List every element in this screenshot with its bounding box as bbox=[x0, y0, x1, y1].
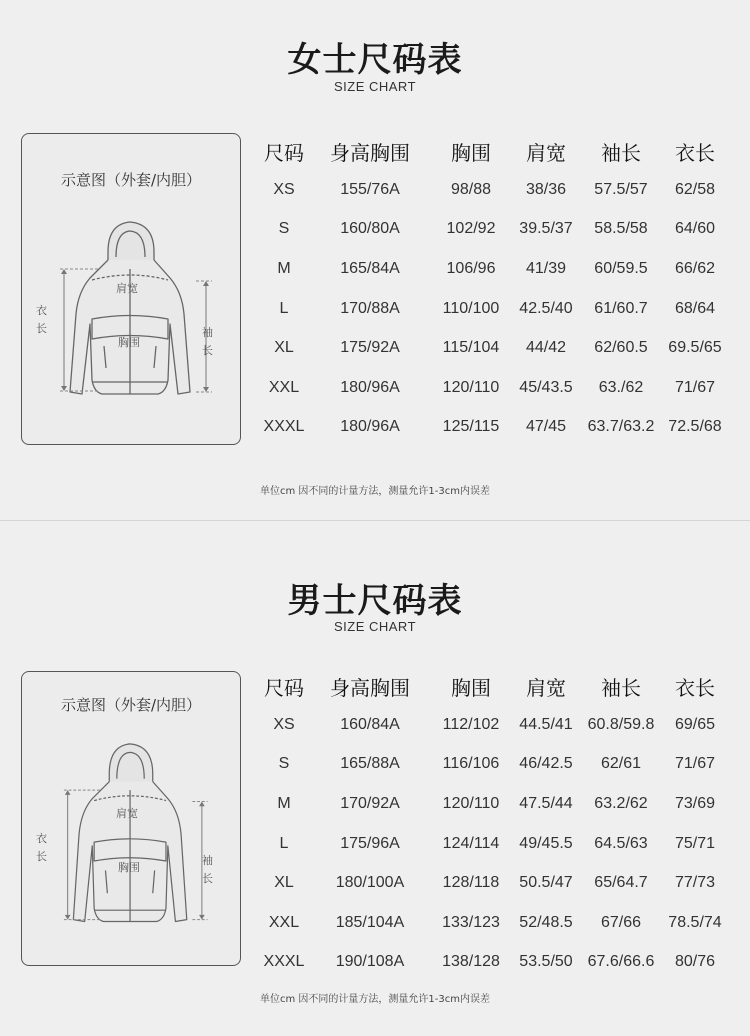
cell-length: 64/60 bbox=[674, 220, 716, 238]
cell-height-chest: 165/88A bbox=[340, 755, 400, 773]
header-sleeve: 袖长 bbox=[601, 140, 641, 165]
cell-size: XXL bbox=[268, 913, 300, 931]
cell-shoulder: 41/39 bbox=[525, 259, 567, 277]
header-chest: 胸围 bbox=[451, 675, 491, 700]
cell-chest: 110/100 bbox=[442, 299, 500, 317]
cell-size: L bbox=[279, 834, 289, 852]
cell-chest: 98/88 bbox=[450, 180, 492, 198]
header-sleeve: 袖长 bbox=[601, 675, 641, 700]
women-title: 女士尺码表 bbox=[287, 40, 463, 80]
cell-size: XXXL bbox=[263, 418, 305, 436]
cell-shoulder: 38/36 bbox=[525, 180, 567, 198]
cell-size: M bbox=[277, 794, 291, 812]
women-size-table bbox=[258, 132, 728, 447]
cell-shoulder: 52/48.5 bbox=[519, 913, 573, 931]
table-row bbox=[258, 903, 728, 943]
cell-size: L bbox=[279, 299, 289, 317]
table-row bbox=[258, 784, 728, 824]
cell-size: XL bbox=[274, 339, 294, 357]
cell-chest: 115/104 bbox=[442, 339, 500, 357]
header-chest: 胸围 bbox=[451, 140, 491, 165]
chest-label: 胸围 bbox=[118, 336, 140, 349]
sleeve-label: 袖 长 bbox=[202, 326, 213, 357]
cell-shoulder: 47.5/44 bbox=[519, 794, 573, 812]
cell-sleeve: 57.5/57 bbox=[594, 180, 648, 198]
cell-length: 73/69 bbox=[674, 794, 716, 812]
shoulder-label: 肩宽 bbox=[116, 807, 138, 820]
cell-height-chest: 180/96A bbox=[340, 418, 400, 436]
cell-chest: 133/123 bbox=[442, 913, 500, 931]
cell-size: M bbox=[277, 259, 291, 277]
table-row bbox=[258, 705, 728, 745]
cell-size: S bbox=[278, 755, 290, 773]
cell-chest: 116/106 bbox=[442, 755, 500, 773]
header-height-chest: 身高胸围 bbox=[330, 675, 410, 700]
men-diagram-box bbox=[21, 671, 241, 966]
chest-label: 胸围 bbox=[118, 861, 140, 874]
table-row bbox=[258, 210, 728, 250]
sleeve-label: 袖 长 bbox=[202, 854, 213, 885]
header-size: 尺码 bbox=[264, 675, 304, 700]
table-row bbox=[258, 824, 728, 864]
header-size: 尺码 bbox=[264, 140, 304, 165]
men-size-table bbox=[258, 667, 728, 982]
length-label: 衣 长 bbox=[36, 832, 47, 863]
cell-height-chest: 185/104A bbox=[335, 913, 405, 931]
cell-height-chest: 180/100A bbox=[335, 874, 405, 892]
cell-height-chest: 170/92A bbox=[340, 794, 400, 812]
cell-shoulder: 44/42 bbox=[525, 339, 567, 357]
cell-height-chest: 190/108A bbox=[335, 953, 405, 971]
header-length: 衣长 bbox=[675, 140, 715, 165]
table-header-row bbox=[258, 132, 728, 170]
length-label: 衣 长 bbox=[36, 304, 47, 335]
cell-shoulder: 53.5/50 bbox=[519, 953, 573, 971]
cell-sleeve: 60.8/59.8 bbox=[587, 715, 655, 733]
table-row bbox=[258, 249, 728, 289]
cell-height-chest: 160/80A bbox=[340, 220, 400, 238]
cell-sleeve: 63.7/63.2 bbox=[587, 418, 655, 436]
table-row bbox=[258, 863, 728, 903]
cell-sleeve: 67.6/66.6 bbox=[587, 953, 655, 971]
cell-length: 66/62 bbox=[674, 259, 716, 277]
women-subtitle: SIZE CHART bbox=[333, 79, 417, 94]
cell-sleeve: 65/64.7 bbox=[594, 874, 648, 892]
cell-height-chest: 175/96A bbox=[340, 834, 400, 852]
cell-height-chest: 170/88A bbox=[340, 299, 400, 317]
cell-sleeve: 61/60.7 bbox=[594, 299, 648, 317]
women-diagram-box bbox=[21, 133, 241, 445]
cell-shoulder: 49/45.5 bbox=[519, 834, 573, 852]
cell-chest: 106/96 bbox=[446, 259, 496, 277]
cell-sleeve: 62/61 bbox=[600, 755, 642, 773]
cell-sleeve: 67/66 bbox=[600, 913, 642, 931]
men-title: 男士尺码表 bbox=[287, 581, 463, 621]
cell-chest: 120/110 bbox=[442, 378, 500, 396]
cell-size: XS bbox=[273, 180, 295, 198]
cell-size: XXXL bbox=[263, 953, 305, 971]
cell-length: 75/71 bbox=[674, 834, 716, 852]
cell-size: S bbox=[278, 220, 290, 238]
cell-chest: 120/110 bbox=[442, 794, 500, 812]
cell-chest: 125/115 bbox=[442, 418, 500, 436]
cell-length: 71/67 bbox=[674, 378, 716, 396]
cell-length: 80/76 bbox=[674, 953, 716, 971]
table-header-row bbox=[258, 667, 728, 705]
cell-height-chest: 175/92A bbox=[340, 339, 400, 357]
cell-size: XXL bbox=[268, 378, 300, 396]
cell-height-chest: 160/84A bbox=[340, 715, 400, 733]
cell-sleeve: 58.5/58 bbox=[594, 220, 648, 238]
cell-length: 72.5/68 bbox=[668, 418, 722, 436]
cell-size: XL bbox=[274, 874, 294, 892]
cell-shoulder: 44.5/41 bbox=[519, 715, 573, 733]
cell-size: XS bbox=[273, 715, 295, 733]
table-row bbox=[258, 328, 728, 368]
cell-shoulder: 39.5/37 bbox=[519, 220, 573, 238]
cell-sleeve: 64.5/63 bbox=[594, 834, 648, 852]
cell-length: 68/64 bbox=[674, 299, 716, 317]
header-length: 衣长 bbox=[675, 675, 715, 700]
cell-shoulder: 45/43.5 bbox=[519, 378, 573, 396]
shoulder-label: 肩宽 bbox=[116, 282, 138, 295]
cell-shoulder: 46/42.5 bbox=[519, 755, 573, 773]
cell-length: 78.5/74 bbox=[668, 913, 722, 931]
cell-length: 69/65 bbox=[674, 715, 716, 733]
diagram-label: 示意图（外套/内胆） bbox=[60, 696, 202, 714]
cell-height-chest: 165/84A bbox=[340, 259, 400, 277]
cell-shoulder: 50.5/47 bbox=[519, 874, 573, 892]
header-shoulder: 肩宽 bbox=[526, 140, 566, 165]
cell-chest: 138/128 bbox=[442, 953, 500, 971]
table-row bbox=[258, 745, 728, 785]
table-row bbox=[258, 289, 728, 329]
cell-chest: 124/114 bbox=[442, 834, 500, 852]
cell-sleeve: 62/60.5 bbox=[594, 339, 648, 357]
cell-length: 71/67 bbox=[674, 755, 716, 773]
cell-chest: 128/118 bbox=[442, 874, 500, 892]
header-height-chest: 身高胸围 bbox=[330, 140, 410, 165]
cell-height-chest: 180/96A bbox=[340, 378, 400, 396]
cell-length: 69.5/65 bbox=[668, 339, 722, 357]
men-measurement-note: 单位cm 因不同的计量方法，测量允许1-3cm内误差 bbox=[260, 994, 490, 1005]
men-size-section bbox=[0, 521, 750, 1036]
cell-length: 62/58 bbox=[674, 180, 716, 198]
cell-sleeve: 63./62 bbox=[598, 378, 644, 396]
table-row bbox=[258, 943, 728, 983]
men-subtitle: SIZE CHART bbox=[333, 619, 417, 634]
cell-height-chest: 155/76A bbox=[340, 180, 400, 198]
cell-length: 77/73 bbox=[674, 874, 716, 892]
women-measurement-note: 单位cm 因不同的计量方法，测量允许1-3cm内误差 bbox=[260, 486, 490, 497]
table-row bbox=[258, 170, 728, 210]
header-shoulder: 肩宽 bbox=[526, 675, 566, 700]
cell-sleeve: 63.2/62 bbox=[594, 794, 648, 812]
cell-chest: 102/92 bbox=[446, 220, 496, 238]
cell-shoulder: 47/45 bbox=[525, 418, 567, 436]
cell-shoulder: 42.5/40 bbox=[519, 299, 573, 317]
cell-chest: 112/102 bbox=[442, 715, 500, 733]
diagram-label: 示意图（外套/内胆） bbox=[60, 171, 202, 189]
table-row bbox=[258, 408, 728, 448]
cell-sleeve: 60/59.5 bbox=[594, 259, 648, 277]
table-row bbox=[258, 368, 728, 408]
